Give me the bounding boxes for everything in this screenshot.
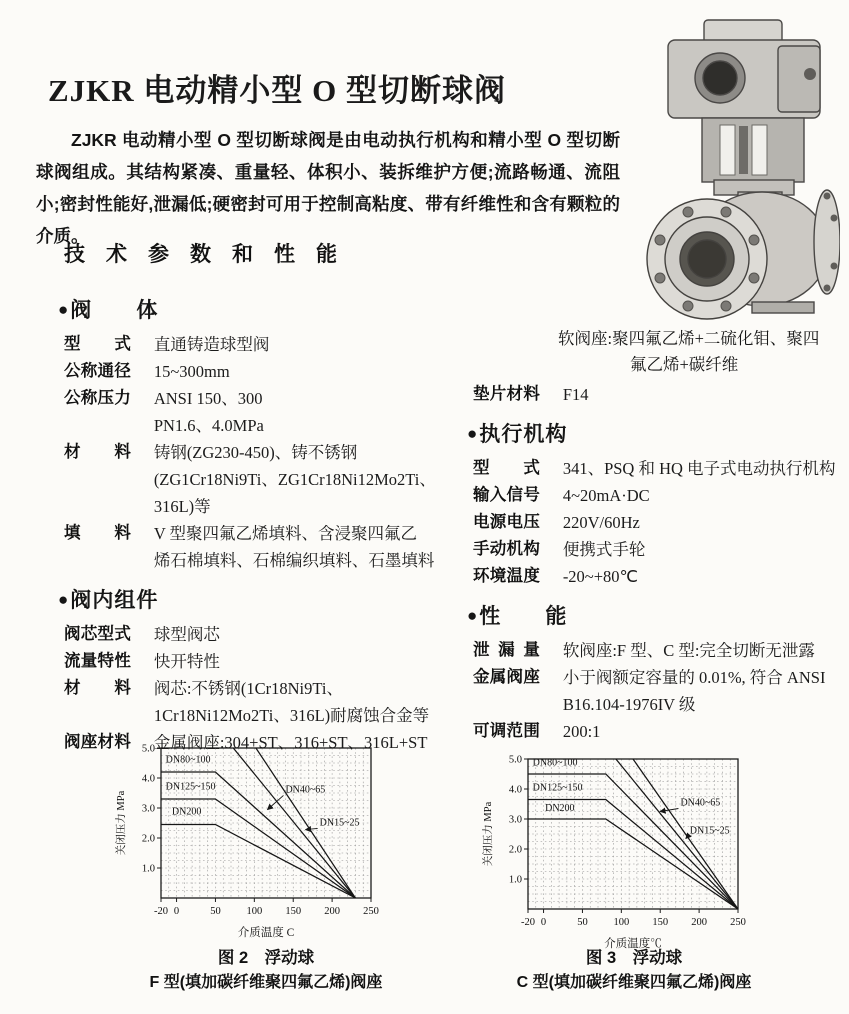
spec-label: 公称通径 bbox=[64, 362, 131, 380]
spec-label: 阀芯型式 bbox=[64, 625, 131, 643]
svg-text:1.0: 1.0 bbox=[508, 874, 522, 886]
spec-section bbox=[58, 584, 466, 756]
spec-value-line: 220V/60Hz bbox=[562, 513, 640, 532]
spec-value bbox=[563, 509, 849, 536]
section-heading bbox=[467, 600, 849, 630]
section-title: 阀内组件 bbox=[70, 589, 158, 612]
svg-text:2.0: 2.0 bbox=[141, 833, 155, 845]
spec-row bbox=[473, 637, 849, 664]
section-heading bbox=[58, 584, 466, 614]
svg-text:4.0: 4.0 bbox=[508, 784, 522, 796]
spec-value bbox=[563, 455, 849, 482]
svg-text:50: 50 bbox=[210, 906, 221, 917]
valve-photo-illustration bbox=[612, 14, 840, 328]
spec-value bbox=[563, 718, 849, 745]
svg-text:250: 250 bbox=[730, 917, 746, 928]
figure-3-title: 图 3 浮动球 bbox=[585, 949, 683, 967]
svg-text:200: 200 bbox=[324, 906, 340, 917]
spec-value-line: ANSI 150、300 bbox=[153, 389, 263, 408]
svg-text:3.0: 3.0 bbox=[508, 814, 522, 826]
spec-value-line: 200:1 bbox=[562, 722, 601, 741]
spec-value bbox=[154, 621, 466, 648]
svg-text:0: 0 bbox=[540, 917, 547, 928]
spec-label: 金属阀座 bbox=[473, 668, 540, 686]
intro-paragraph: ZJKR 电动精小型 O 型切断球阀是由电动执行机构和精小型 O 型切断球阀组成。其结构紧凑、重量轻、体积小、装拆维护方便;流路畅通、流阻小;密封性能好,泄漏低;硬密封可用于控制高粘度、带有纤维性和含有颗粒的介质。 bbox=[36, 129, 620, 246]
spec-value bbox=[563, 482, 849, 509]
spec-label: 流量特性 bbox=[64, 652, 131, 670]
svg-text:200: 200 bbox=[691, 917, 707, 928]
spec-row bbox=[64, 358, 466, 385]
svg-text:DN80~100: DN80~100 bbox=[532, 757, 578, 769]
spec-label: 垫片材料 bbox=[473, 385, 540, 403]
bullet-icon: ● bbox=[467, 424, 478, 443]
svg-text:-20: -20 bbox=[154, 906, 168, 917]
spec-label: 材料 bbox=[64, 679, 131, 697]
spec-value-line: 烯石棉填料、石棉编织填料、石墨填料 bbox=[153, 551, 435, 570]
svg-text:DN15~25: DN15~25 bbox=[319, 817, 360, 829]
spec-value-line: 软阀座:F 型、C 型:完全切断无泄露 bbox=[562, 641, 815, 660]
spec-value-line: F14 bbox=[562, 385, 589, 404]
spec-row bbox=[473, 664, 849, 718]
spec-section bbox=[467, 600, 849, 745]
spec-label: 型式 bbox=[64, 335, 131, 353]
svg-text:2.0: 2.0 bbox=[508, 844, 522, 856]
spec-label: 输入信号 bbox=[473, 486, 540, 504]
svg-text:1.0: 1.0 bbox=[141, 863, 155, 875]
svg-text:DN125~150: DN125~150 bbox=[165, 781, 216, 793]
svg-text:250: 250 bbox=[363, 906, 379, 917]
spec-value-line: 金属阀座:304+ST、316+ST、316L+ST bbox=[153, 733, 428, 752]
svg-text:5.0: 5.0 bbox=[141, 743, 155, 755]
svg-text:4.0: 4.0 bbox=[141, 773, 155, 785]
spec-row bbox=[64, 621, 466, 648]
spec-value-line: 341、PSQ 和 HQ 电子式电动执行机构 bbox=[562, 459, 836, 478]
spec-value-line: PN1.6、4.0MPa bbox=[153, 416, 264, 435]
spec-value-line: 阀芯:不锈钢(1Cr18Ni9Ti、 bbox=[153, 679, 343, 698]
svg-text:3.0: 3.0 bbox=[141, 803, 155, 815]
spec-value-line: 1Cr18Ni12Mo2Ti、316L)耐腐蚀合金等 bbox=[153, 706, 430, 725]
spec-value bbox=[154, 331, 466, 358]
figure-2-title: 图 2 浮动球 bbox=[217, 949, 315, 967]
spec-value-line: 球型阀芯 bbox=[153, 625, 220, 644]
spec-value bbox=[563, 563, 849, 590]
spec-value-line: 15~300mm bbox=[153, 362, 230, 381]
svg-text:-20: -20 bbox=[521, 917, 535, 928]
spec-row bbox=[473, 482, 849, 509]
figure-2-caption bbox=[96, 946, 436, 996]
spec-value bbox=[563, 637, 849, 664]
spec-row bbox=[64, 439, 466, 520]
spec-row bbox=[64, 331, 466, 358]
spec-label: 填料 bbox=[64, 524, 131, 542]
svg-text:DN40~65: DN40~65 bbox=[680, 797, 721, 809]
svg-text:介质温度 C: 介质温度 C bbox=[237, 927, 295, 939]
bullet-icon: ● bbox=[58, 590, 69, 609]
svg-text:0: 0 bbox=[173, 906, 180, 917]
svg-text:DN15~25: DN15~25 bbox=[689, 825, 730, 837]
spec-value-line: 快开特性 bbox=[153, 652, 220, 671]
spec-value bbox=[154, 385, 466, 439]
section-title: 执行机构 bbox=[479, 423, 567, 446]
section-title: 阀体 bbox=[70, 299, 158, 322]
spec-value-line: B16.104-1976IV 级 bbox=[562, 695, 696, 714]
figure-2-chart bbox=[113, 740, 383, 950]
svg-text:DN200: DN200 bbox=[171, 806, 202, 818]
spec-row bbox=[473, 563, 849, 590]
spec-section bbox=[58, 294, 466, 574]
svg-text:100: 100 bbox=[246, 906, 263, 917]
spec-value-line: 4~20mA·DC bbox=[562, 486, 650, 505]
chart-svg bbox=[113, 740, 383, 945]
tech-params-heading: 技术参数和性能 bbox=[64, 243, 358, 266]
right-column bbox=[467, 326, 849, 747]
spec-row bbox=[473, 455, 849, 482]
spec-row bbox=[64, 648, 466, 675]
chart-svg bbox=[480, 751, 750, 956]
spec-label: 材料 bbox=[64, 443, 131, 461]
bullet-icon: ● bbox=[467, 606, 478, 625]
svg-text:50: 50 bbox=[577, 917, 588, 928]
spec-label: 环境温度 bbox=[473, 567, 540, 585]
spec-row bbox=[64, 520, 466, 574]
svg-text:150: 150 bbox=[285, 906, 302, 917]
spec-value bbox=[154, 648, 466, 675]
spec-label: 阀座材料 bbox=[64, 733, 131, 751]
svg-text:DN200: DN200 bbox=[545, 803, 575, 815]
figure-3-caption bbox=[460, 946, 808, 996]
spec-row bbox=[64, 385, 466, 439]
spec-row bbox=[64, 675, 466, 729]
spec-label: 手动机构 bbox=[473, 540, 540, 558]
spec-value-line: 铸钢(ZG230-450)、铸不锈钢 bbox=[153, 443, 358, 462]
product-photo bbox=[612, 14, 840, 328]
seat-note-line: 氟乙烯+碳纤维 bbox=[630, 355, 739, 374]
spec-label: 泄漏量 bbox=[473, 641, 540, 659]
spec-value bbox=[563, 381, 849, 408]
svg-text:关闭压力 MPa: 关闭压力 MPa bbox=[483, 801, 494, 867]
section-heading bbox=[58, 294, 466, 324]
spec-value bbox=[154, 675, 466, 729]
figure-2-subtitle: F 型(填加碳纤维聚四氟乙烯)阀座 bbox=[149, 974, 383, 991]
spec-value bbox=[563, 536, 849, 563]
figure-3-subtitle: C 型(填加碳纤维聚四氟乙烯)阀座 bbox=[516, 974, 752, 991]
figure-3-chart bbox=[480, 751, 750, 961]
spec-label: 可调范围 bbox=[473, 722, 540, 740]
seat-note-line: 软阀座:聚四氟乙烯+二硫化钼、聚四 bbox=[558, 329, 820, 348]
spec-value bbox=[563, 664, 849, 718]
svg-text:5.0: 5.0 bbox=[508, 754, 522, 766]
spec-row bbox=[473, 536, 849, 563]
spec-label: 公称压力 bbox=[64, 389, 131, 407]
spec-value-line: -20~+80℃ bbox=[562, 567, 639, 586]
spec-value bbox=[154, 520, 466, 574]
section-heading bbox=[467, 418, 849, 448]
svg-text:100: 100 bbox=[613, 917, 630, 928]
spec-value-line: V 型聚四氟乙烯填料、含浸聚四氟乙 bbox=[153, 524, 418, 543]
svg-text:150: 150 bbox=[652, 917, 669, 928]
spec-section bbox=[467, 418, 849, 590]
bullet-icon: ● bbox=[58, 300, 69, 319]
spec-value bbox=[154, 358, 466, 385]
svg-text:DN125~150: DN125~150 bbox=[532, 782, 583, 794]
spec-label: 型式 bbox=[473, 459, 540, 477]
svg-text:关闭压力 MPa: 关闭压力 MPa bbox=[116, 790, 127, 856]
spec-value-line: 直通铸造球型阀 bbox=[153, 335, 270, 354]
spec-row bbox=[473, 509, 849, 536]
svg-text:DN40~65: DN40~65 bbox=[285, 784, 326, 796]
svg-text:介质温度℃: 介质温度℃ bbox=[604, 938, 662, 950]
spec-value bbox=[154, 439, 466, 520]
page-title: ZJKR 电动精小型 O 型切断球阀 bbox=[48, 72, 507, 108]
section-title: 性能 bbox=[479, 605, 567, 628]
spec-row bbox=[473, 718, 849, 745]
left-column bbox=[58, 284, 466, 758]
svg-text:DN80~100: DN80~100 bbox=[165, 754, 211, 766]
spec-row bbox=[473, 381, 849, 408]
spec-value-line: (ZG1Cr18Ni9Ti、ZG1Cr18Ni12Mo2Ti、 bbox=[153, 470, 436, 489]
spec-value-line: 便携式手轮 bbox=[562, 540, 646, 559]
spec-label: 电源电压 bbox=[473, 513, 540, 531]
spec-value-line: 小于阀额定容量的 0.01%, 符合 ANSI bbox=[562, 668, 826, 687]
seat-note bbox=[473, 326, 849, 378]
spec-value-line: 316L)等 bbox=[153, 497, 211, 516]
